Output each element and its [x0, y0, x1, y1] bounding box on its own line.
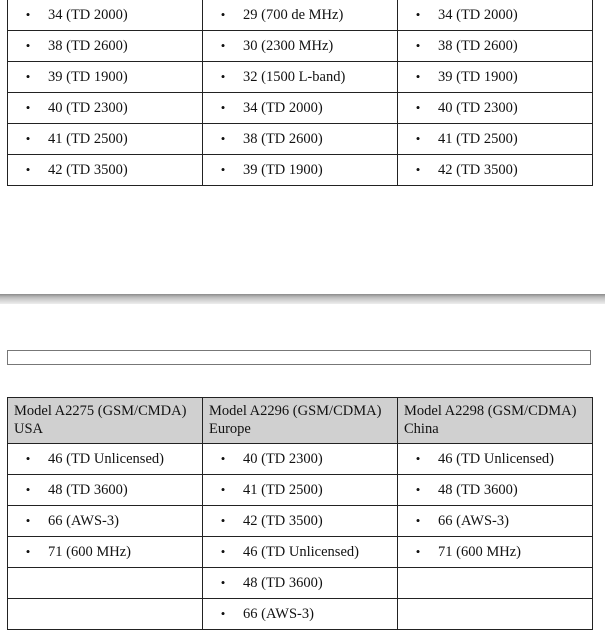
bullet-icon: •	[220, 512, 226, 528]
bullet-icon: •	[415, 37, 421, 53]
band-cell	[8, 0, 203, 31]
band-cell	[203, 31, 398, 62]
bullet-icon: •	[25, 130, 31, 146]
band-cell	[398, 124, 593, 155]
band-cell	[203, 475, 398, 506]
band-label: 41 (TD 2500)	[243, 481, 323, 498]
page-break-divider	[0, 294, 605, 304]
table-row	[8, 599, 593, 630]
band-cell	[398, 506, 593, 537]
band-label: 38 (TD 2600)	[438, 37, 518, 54]
header-region-label: Europe	[209, 421, 251, 437]
table-row	[8, 506, 593, 537]
band-label: 41 (TD 2500)	[48, 130, 128, 147]
band-label: 42 (TD 3500)	[48, 161, 128, 178]
header-region-label: China	[404, 421, 439, 437]
bullet-icon: •	[25, 161, 31, 177]
band-label: 48 (TD 3600)	[243, 574, 323, 591]
bullet-icon: •	[25, 450, 31, 466]
band-label: 48 (TD 3600)	[438, 481, 518, 498]
bullet-icon: •	[220, 605, 226, 621]
bullet-icon: •	[220, 37, 226, 53]
band-cell	[203, 0, 398, 31]
band-label: 40 (TD 2300)	[48, 99, 128, 116]
table-row	[8, 62, 593, 93]
header-model-label: Model A2298 (GSM/CDMA)	[404, 403, 577, 419]
band-label: 66 (AWS-3)	[243, 605, 314, 622]
band-label: 46 (TD Unlicensed)	[48, 450, 164, 467]
bullet-icon: •	[415, 450, 421, 466]
band-cell	[398, 537, 593, 568]
band-cell	[8, 155, 203, 186]
band-cell	[398, 0, 593, 31]
table-row	[8, 444, 593, 475]
band-label: 39 (TD 1900)	[48, 68, 128, 85]
table-row	[8, 93, 593, 124]
band-label: 32 (1500 L-band)	[243, 68, 346, 85]
band-cell	[8, 599, 203, 630]
band-cell	[203, 537, 398, 568]
header-row	[8, 398, 593, 444]
bullet-icon: •	[415, 130, 421, 146]
bullet-icon: •	[25, 37, 31, 53]
band-label: 41 (TD 2500)	[438, 130, 518, 147]
band-label: 30 (2300 MHz)	[243, 37, 334, 54]
band-label: 48 (TD 3600)	[48, 481, 128, 498]
bullet-icon: •	[415, 68, 421, 84]
header-model-a2275	[8, 398, 203, 444]
band-cell	[203, 62, 398, 93]
band-cell	[398, 599, 593, 630]
band-cell	[203, 93, 398, 124]
band-cell	[8, 124, 203, 155]
band-label: 38 (TD 2600)	[48, 37, 128, 54]
header-region-label: USA	[14, 421, 44, 437]
empty-text-box	[7, 350, 591, 365]
band-cell	[398, 444, 593, 475]
band-label: 34 (TD 2000)	[48, 6, 128, 23]
band-cell	[398, 475, 593, 506]
band-cell	[203, 568, 398, 599]
band-label: 40 (TD 2300)	[438, 99, 518, 116]
bullet-icon: •	[415, 6, 421, 22]
band-cell	[8, 62, 203, 93]
bullet-icon: •	[220, 6, 226, 22]
band-cell	[8, 568, 203, 599]
band-cell	[203, 155, 398, 186]
bullet-icon: •	[220, 130, 226, 146]
band-label: 71 (600 MHz)	[48, 543, 131, 560]
bullet-icon: •	[415, 99, 421, 115]
bullet-icon: •	[220, 450, 226, 466]
bullet-icon: •	[220, 99, 226, 115]
bullet-icon: •	[220, 161, 226, 177]
band-cell	[8, 31, 203, 62]
band-cell	[8, 444, 203, 475]
table-row	[8, 568, 593, 599]
band-cell	[203, 444, 398, 475]
band-label: 42 (TD 3500)	[438, 161, 518, 178]
band-cell	[203, 506, 398, 537]
bullet-icon: •	[415, 161, 421, 177]
bullet-icon: •	[220, 543, 226, 559]
top-bands-table-body	[8, 0, 593, 186]
band-label: 71 (600 MHz)	[438, 543, 521, 560]
bullet-icon: •	[25, 543, 31, 559]
band-label: 66 (AWS-3)	[438, 512, 509, 529]
bullet-icon: •	[25, 68, 31, 84]
band-label: 40 (TD 2300)	[243, 450, 323, 467]
table-row	[8, 537, 593, 568]
band-cell	[8, 537, 203, 568]
band-cell	[8, 506, 203, 537]
bullet-icon: •	[25, 99, 31, 115]
band-label: 39 (TD 1900)	[243, 161, 323, 178]
band-cell	[398, 155, 593, 186]
header-model-a2298	[398, 398, 593, 444]
bottom-bands-table	[7, 397, 593, 630]
band-cell	[398, 568, 593, 599]
table-row	[8, 124, 593, 155]
band-label: 34 (TD 2000)	[243, 99, 323, 116]
bullet-icon: •	[220, 68, 226, 84]
band-label: 39 (TD 1900)	[438, 68, 518, 85]
bullet-icon: •	[25, 512, 31, 528]
bullet-icon: •	[220, 481, 226, 497]
header-model-label: Model A2296 (GSM/CDMA)	[209, 403, 382, 419]
band-label: 38 (TD 2600)	[243, 130, 323, 147]
bullet-icon: •	[25, 481, 31, 497]
bullet-icon: •	[415, 481, 421, 497]
band-label: 29 (700 de MHz)	[243, 6, 344, 23]
band-cell	[8, 93, 203, 124]
table-row	[8, 475, 593, 506]
table-row	[8, 31, 593, 62]
bottom-bands-table-header	[8, 398, 593, 444]
band-label: 34 (TD 2000)	[438, 6, 518, 23]
band-cell	[203, 599, 398, 630]
band-cell	[8, 475, 203, 506]
band-label: 42 (TD 3500)	[243, 512, 323, 529]
band-label: 46 (TD Unlicensed)	[243, 543, 359, 560]
band-cell	[398, 93, 593, 124]
header-model-a2296	[203, 398, 398, 444]
band-cell	[203, 124, 398, 155]
band-label: 46 (TD Unlicensed)	[438, 450, 554, 467]
table-row	[8, 0, 593, 31]
header-model-label: Model A2275 (GSM/CMDA)	[14, 403, 187, 419]
bullet-icon: •	[220, 574, 226, 590]
top-bands-table	[7, 0, 593, 186]
bullet-icon: •	[415, 512, 421, 528]
bullet-icon: •	[25, 6, 31, 22]
table-row	[8, 155, 593, 186]
band-cell	[398, 31, 593, 62]
band-label: 66 (AWS-3)	[48, 512, 119, 529]
bullet-icon: •	[415, 543, 421, 559]
bottom-bands-table-body	[8, 444, 593, 630]
band-cell	[398, 62, 593, 93]
